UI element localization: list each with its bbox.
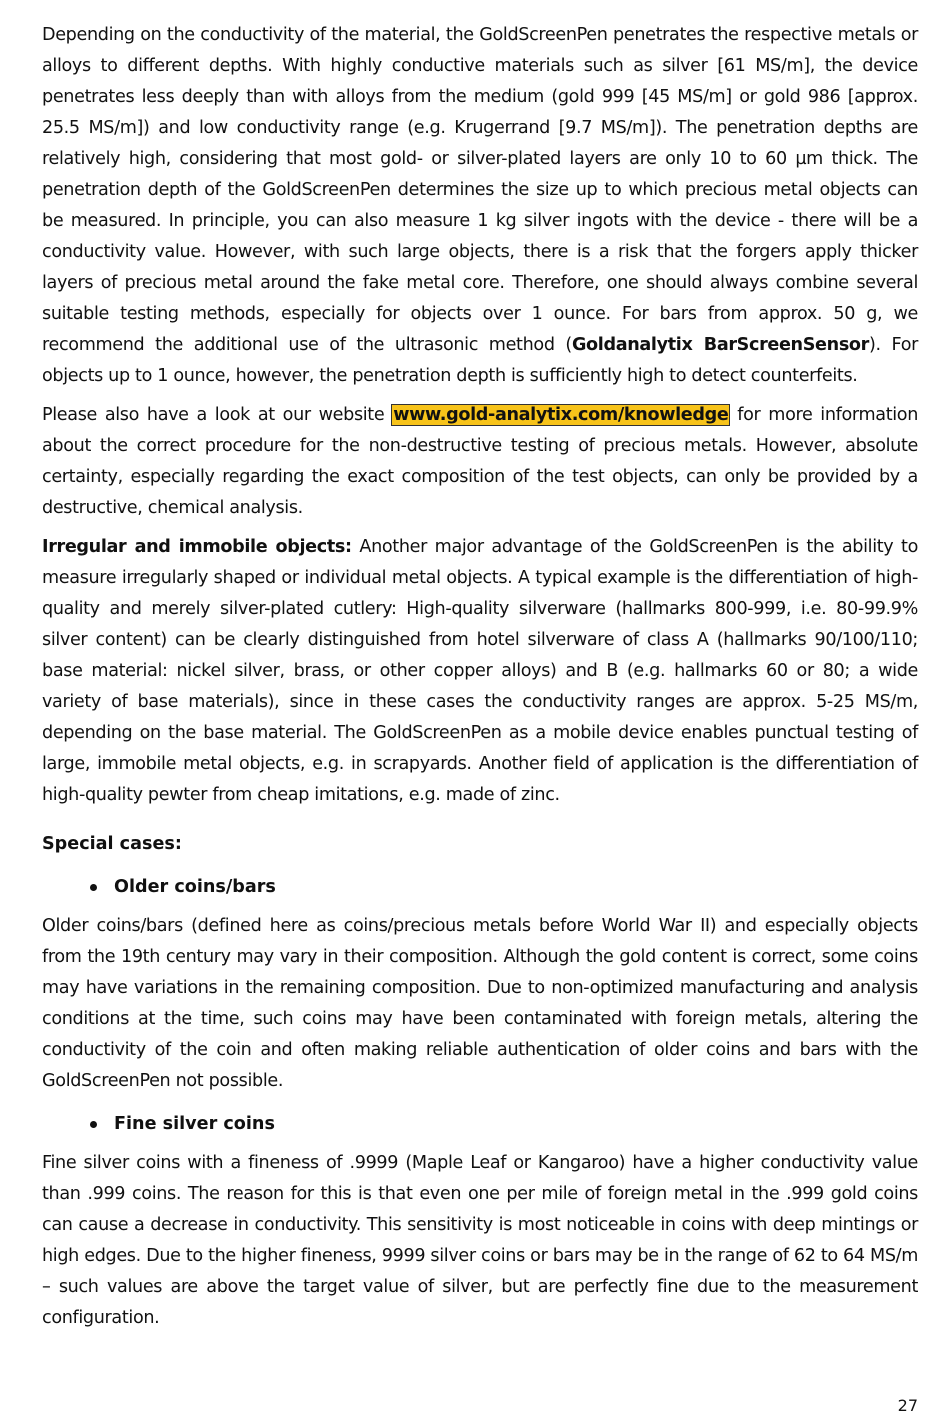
paragraph-fine-silver-coins: Fine silver coins with a fineness of .9999 (Maple Leaf or Kangaroo) have a higher conductivity value than .999 coins. The reason for this is that even one per mile of foreign metal in the .999 gold coins can cause a decrease in conductivity. This sensitivity is most noticeable in coins with deep mintings or high edges. Due to the higher fineness, 9999 silver coins or bars may be in the range of 62 to 64 MS/m – such values are above the target value of silver, but are perfectly fine due to the measurement configuration.	[42, 1153, 918, 1328]
bullet-icon	[90, 884, 97, 891]
paragraph-penetration-depth	[42, 20, 918, 392]
bullet-older-coins-label: Older coins/bars	[114, 877, 276, 897]
bullet-older-coins	[42, 872, 918, 903]
special-cases-heading: Special cases:	[42, 834, 182, 854]
paragraph-website-start: Please also have a look at our website	[42, 405, 393, 425]
paragraph-older-coins: Older coins/bars (defined here as coins/precious metals before World War II) and especially objects from the 19th century may vary in their composition. Although the gold content is correct, some coins may have variations in the remaining composition. Due to non-optimized manufacturing and analysis conditions at the time, such coins may have been contaminated with foreign metals, altering the conductivity of the coin and often making reliable authentication of older coins and bars with the GoldScreenPen not possible.	[42, 916, 918, 1091]
bullet-fine-silver-coins-label: Fine silver coins	[114, 1114, 275, 1134]
paragraph-penetration-depth-text: Depending on the conductivity of the material, the GoldScreenPen penetrates the respective metals or alloys to different depths. With highly conductive materials such as silver [61 MS/m], the device penetrates less deeply than with alloys from the medium (gold 999 [45 MS/m] or gold 986 [approx. 25.5 MS/m]) and low conductivity range (e.g. Krugerrand [9.7 MS/m]). The penetration depths are relatively high, considering that most gold- or silver-plated layers are only 10 to 60 µm thick. The penetration depth of the GoldScreenPen determines the size up to which precious metal objects can be measured. In principle, you can also measure 1 kg silver ingots with the device - there will be a conductivity value. However, with such large objects, there is a risk that the forgers apply thicker layers of precious metal around the fake metal core. Therefore, one should always combine several suitable testing methods, especially for objects over 1 ounce. For bars from approx. 50 g, we recommend the additional use of the ultrasonic method (	[42, 25, 918, 355]
bullet-icon	[90, 1121, 97, 1128]
product-name-barscreensensor: Goldanalytix BarScreenSensor	[571, 335, 870, 355]
bullet-fine-silver-coins	[42, 1109, 918, 1140]
page-number: 27	[897, 1396, 918, 1415]
irregular-objects-heading: Irregular and immobile objects:	[42, 537, 352, 557]
paragraph-irregular-objects	[42, 532, 918, 811]
website-link[interactable]: www.gold-analytix.com/knowledge	[393, 405, 729, 425]
paragraph-penetration-depth-end: ). For objects up to 1 ounce, however, the penetration depth is sufficiently high to detect counterfeits.	[42, 335, 918, 386]
page-body	[42, 20, 918, 1334]
irregular-objects-text: Another major advantage of the GoldScreenPen is the ability to measure irregularly shaped or individual metal objects. A typical example is the differentiation of high-quality and merely silver-plated cutlery: High-quality silverware (hallmarks 800-999, i.e. 80-99.9% silver content) can be clearly distinguished from hotel silverware of class A (hallmarks 90/100/110; base material: nickel silver, brass, or other copper alloys) and B (e.g. hallmarks 60 or 80; a wide variety of base materials), since in these cases the conductivity ranges are approx. 5-25 MS/m, depending on the base material. The GoldScreenPen as a mobile device enables punctual testing of large, immobile metal objects, e.g. in scrapyards. Another field of application is the differentiation of high-quality pewter from cheap imitations, e.g. made of zinc.	[42, 537, 918, 805]
paragraph-website	[42, 400, 918, 524]
paragraph-website-end: for more information about the correct procedure for the non-destructive testing of precious metals. However, absolute certainty, especially regarding the exact composition of the test objects, can only be provided by a destructive, chemical analysis.	[42, 405, 918, 518]
